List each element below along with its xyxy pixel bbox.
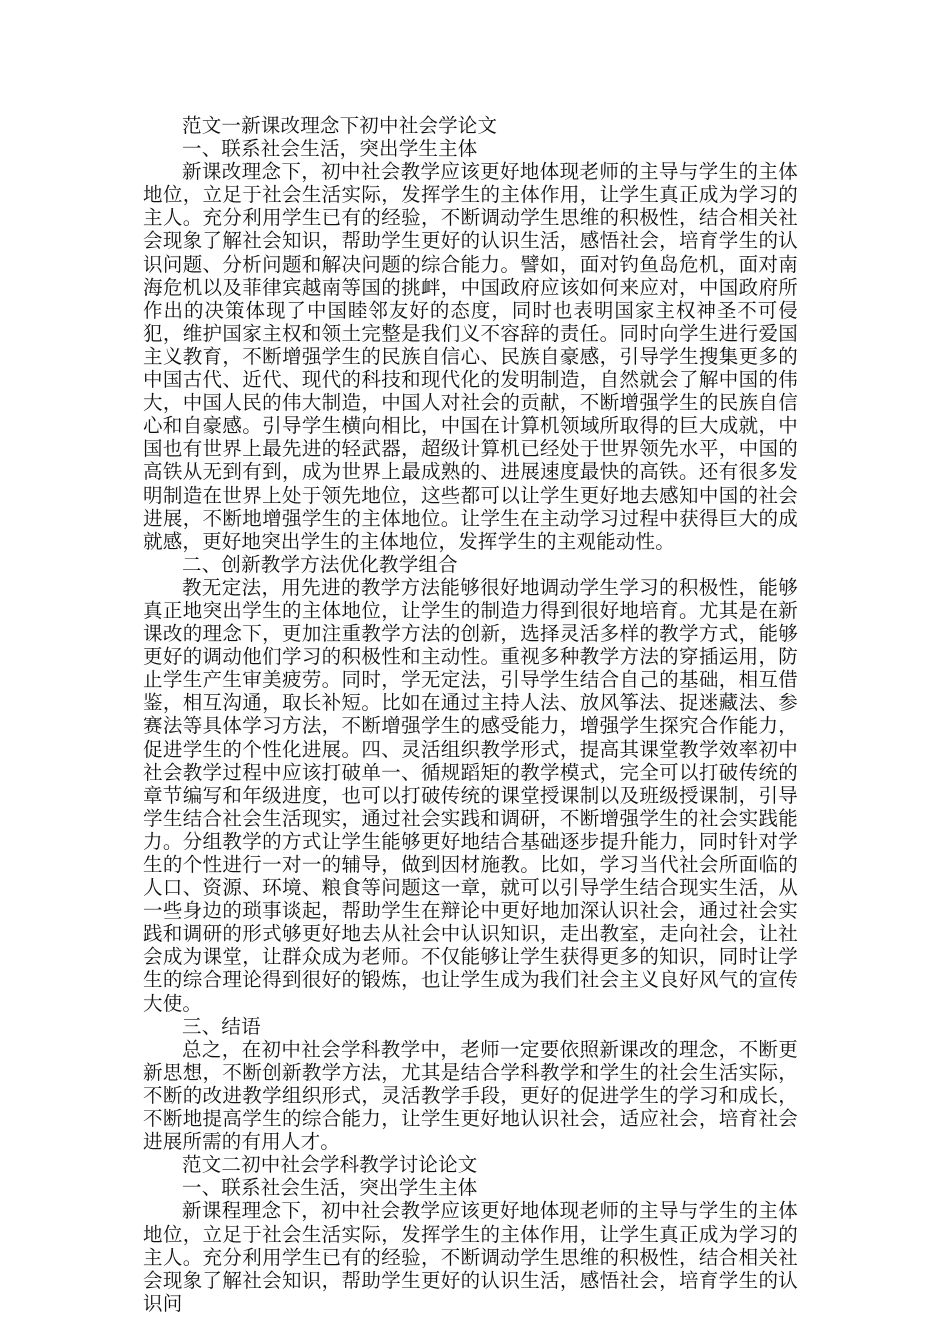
section-heading-3: 三、结语 bbox=[182, 1014, 261, 1038]
paragraph-1: 新课改理念下，初中社会教学应该更好地体现老师的主导与学生的主体地位，立足于社会生活实际，发挥学生的主体作用，让学生真正成为学习的主人。充分利用学生已有的经验，不断调动学生思维的积极性，结合相关社会现象了解社会知识，帮助学生更好的认识生活，感悟社会，培育学生的认识问题、分析问题和解决问题的综合能力。譬如，面对钓鱼岛危机，面对南海危机以及菲律宾越南等国的挑衅，中国政府应该如何来应对，中国政府所作出的决策体现了中国睦邻友好的态度，同时也表明国家主权神圣不可侵犯，维护国家主权和领土完整是我们义不容辞的责任。同时向学生进行爱国主义教育，不断增强学生的民族自信心、民族自豪感，引导学生搜集更多的中国古代、近代、现代的科技和现代化的发明制造，自然就会了解中国的伟大，中国人民的伟大制造，中国人对社会的贡献，不断增强学生的民族自信心和自豪感。引导学生横向相比，中国在计算机领域所取得的巨大成就，中国也有世界上最先进的轻武器，超级计算机已经处于世界领先水平，中国的高铁从无到有到，成为世界上最成熟的、进展速度最快的高铁。还有很多发明制造在世界上处于领先地位，这些都可以让学生更好地去感知中国的社会进展，不断地增强学生的主体地位。让学生在主动学习过程中获得巨大的成就感，更好地突出学生的主体地位，发挥学生的主观能动性。 bbox=[143, 160, 798, 553]
section-heading-2: 二、创新教学方法优化教学组合 bbox=[182, 552, 458, 576]
paragraph-4: 新课程理念下，初中社会教学应该更好地体现老师的主导与学生的主体地位，立足于社会生活实际，发挥学生的主体作用，让学生真正成为学习的主人。充分利用学生已有的经验，不断调动学生思维的积极性，结合相关社会现象了解社会知识，帮助学生更好的认识生活，感悟社会，培育学生的认识问 bbox=[143, 1199, 798, 1315]
document-page bbox=[143, 114, 798, 1315]
essay-title-1: 范文一新课改理念下初中社会学论文 bbox=[182, 114, 498, 137]
paragraph-3: 总之，在初中社会学科教学中，老师一定要依照新课改的理念，不断更新思想，不断创新教学方法，尤其是结合学科教学和学生的社会生活实际，不断的改进教学组织形式，灵活教学手段，更好的促进学生的学习和成长，不断地提高学生的综合能力，让学生更好地认识社会，适应社会，培育社会进展所需的有用人才。 bbox=[143, 1037, 798, 1154]
paragraph-2: 教无定法，用先进的教学方法能够很好地调动学生学习的积极性，能够真正地突出学生的主体地位，让学生的制造力得到很好地培育。尤其是在新课改的理念下，更加注重教学方法的创新，选择灵活多样的教学方式，能够更好的调动他们学习的积极性和主动性。重视多种教学方法的穿插运用，防止学生产生审美疲劳。同时，学无定法，引导学生结合自己的基础，相互借鉴，相互沟通，取长补短。比如在通过主持人法、放风筝法、捉迷藏法、参赛法等具体学习方法，不断增强学生的感受能力，增强学生探究合作能力，促进学生的个性化进展。四、灵活组织教学形式，提高其课堂教学效率初中社会教学过程中应该打破单一、循规蹈矩的教学模式，完全可以打破传统的章节编写和年级进度，也可以打破传统的课堂授课制以及班级授课制，引导学生结合社会生活现实，通过社会实践和调研，不断增强学生的社会实践能力。分组教学的方式让学生能够更好地结合基础逐步提升能力，同时针对学生的个性进行一对一的辅导，做到因材施教。比如，学习当代社会所面临的人口、资源、环境、粮食等问题这一章，就可以引导学生结合现实生活，从一些身边的琐事谈起，帮助学生在辩论中更好地加深认识社会，通过社会实践和调研的形式够更好地去从社会中认识知识，走出教室，走向社会，让社会成为课堂，让群众成为老师。不仅能够让学生获得更多的知识，同时让学生的综合理论得到很好的锻炼，也让学生成为我们社会主义良好风气的宣传大使。 bbox=[143, 575, 798, 1015]
essay-title-2: 范文二初中社会学科教学讨论论文 bbox=[182, 1153, 478, 1177]
section-heading-4: 一、联系社会生活，突出学生主体 bbox=[182, 1176, 478, 1200]
section-heading-1: 一、联系社会生活，突出学生主体 bbox=[182, 137, 478, 161]
